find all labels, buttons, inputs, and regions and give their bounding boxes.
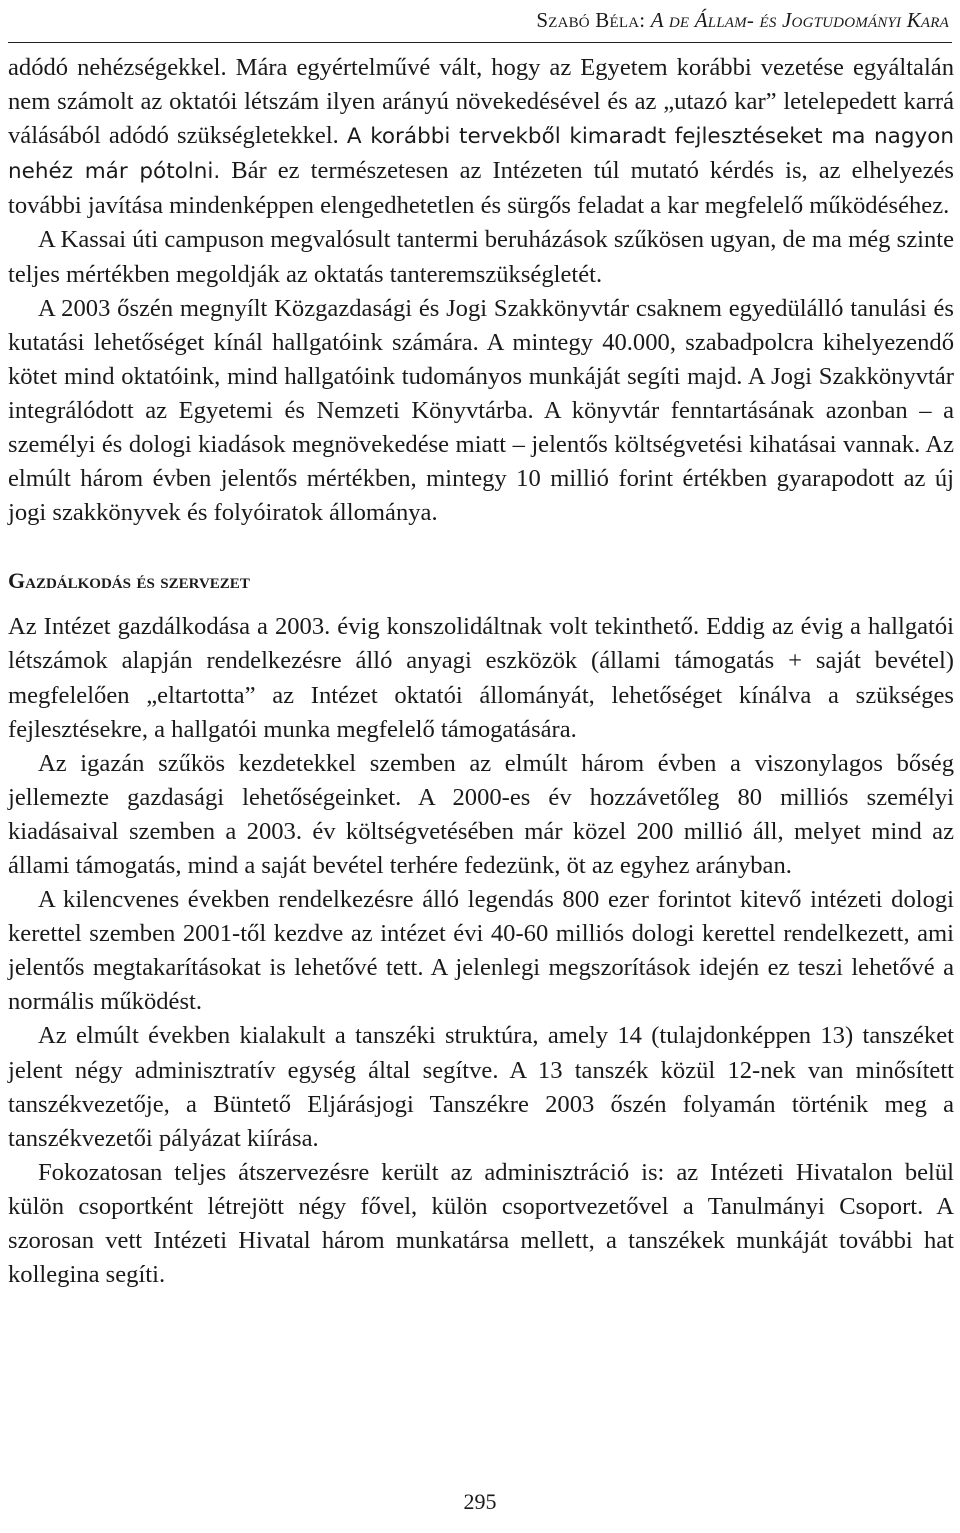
- paragraph-text: A Kassai úti campuson megvalósult tantermi beruházások szűkösen ugyan, de ma még szinte teljes mértékben megoldják az oktatás tanteremszükségletét.: [8, 226, 954, 288]
- paragraph-text: Fokozatosan teljes átszervezésre került az adminisztráció is: az Intézeti Hivatalon belül külön csoportként létrejött négy fővel, külön csoportvezetővel a Tanulmányi Csoport. A szorosan vett Intézeti Hivatal három munkatársa mellett, a tanszékek munkáját további hat kollegina segíti.: [8, 1158, 954, 1289]
- section-heading: Gazdálkodás és szervezet: [8, 568, 250, 594]
- paragraph: [8, 883, 954, 1019]
- header-author: Szabó Béla:: [536, 8, 651, 32]
- paragraph: [8, 223, 954, 291]
- paragraph-text: adódó nehézségekkel. Mára egyértelművé vált, hogy az Egyetem korábbi vezetése egyáltalán nem számolt az oktatói létszám ilyen arányú növekedésével és az „utazó kar” letelepedett karrá válásából adódó szükségletekkel.: [8, 54, 954, 150]
- paragraph-text: Bár ez természetesen az Intézeten túl mutató kérdés is, az elhelyezés további javítása mindenképpen elengedhetetlen és sürgős feladat a kar megfelelő működéséhez.: [8, 157, 954, 220]
- paragraph-text: Az igazán szűkös kezdetekkel szemben az elmúlt három évben a viszonylagos bőség jellemezte gazdasági lehetőségeinket. A 2000-es év hozzávetőleg 80 milliós személyi kiadásaival szemben a 2003. év költségvetésében már közel 200 millió áll, melyet mind az állami támogatás, mind a saját bevétel terhére fedezünk, öt az egyhez arányban.: [8, 749, 954, 879]
- page-number: 295: [463, 1489, 497, 1514]
- paragraph: [8, 747, 954, 883]
- paragraph-text: Az Intézet gazdálkodása a 2003. évig konszolidáltnak volt tekinthető. Eddig az évig a hallgatói létszámok alapján rendelkezésre álló anyagi eszközök (állami támogatás + saját bevétel) megfelelően „eltartotta” az Intézet oktatói állományát, lehetőséget kínálva a szükséges fejlesztésekre, a hallgatói munka megfelelő támogatására.: [8, 613, 954, 743]
- paragraph: [8, 1156, 954, 1292]
- paragraph-text-sans: A korábbi tervekből kimaradt fejlesztéseket ma nagyon nehéz már pótolni.: [8, 124, 955, 185]
- running-header: [536, 6, 949, 34]
- header-title: A de Állam- és Jogtudományi Kara: [650, 8, 949, 32]
- paragraph: [8, 51, 954, 223]
- paragraph: [8, 1019, 954, 1155]
- paragraph-text: A kilencvenes években rendelkezésre álló legendás 800 ezer forintot kitevő intézeti dologi kerettel szemben 2001-től kezdve az intézet évi 40-60 milliós dologi kerettel rendelkezett, ami jelentős megtakarításokat is lehetővé tett. A jelenlegi megszorítások idején ez teszi lehetővé a normális működést.: [8, 886, 954, 1016]
- paragraph: [8, 610, 954, 746]
- header-rule: [8, 42, 952, 43]
- page-body: [8, 51, 954, 1292]
- paragraph: [8, 292, 954, 531]
- paragraph-text: A 2003 őszén megnyílt Közgazdasági és Jogi Szakkönyvtár csaknem egyedülálló tanulási és kutatási lehetőséget kínál hallgatóink számára. A mintegy 40.000, szabadpolcra kihelyezendő kötet mind oktatóink, mind hallgatóink tudományos munkáját segíti majd. A Jogi Szakkönyvtár integrálódott az Egyetemi és Nemzeti Könyvtárba. A könyvtár fenntartásának azonban – a személyi és dologi kiadások megnövekedése miatt – jelentős költségvetési kihatásai vannak. Az elmúlt három évben jelentős mértékben, mintegy 10 millió forint értékben gyarapodott az új jogi szakkönyvek és folyóiratok állománya.: [8, 294, 954, 527]
- paragraph-text: Az elmúlt években kialakult a tanszéki struktúra, amely 14 (tulajdonképpen 13) tanszéket jelent négy adminisztratív egység által segítve. A 13 tanszék közül 12-nek van minősített tanszékvezetője, a Büntető Eljárásjogi Tanszékre 2003 őszén folyamán történik meg a tanszékvezetői pályázat kiírása.: [8, 1022, 954, 1152]
